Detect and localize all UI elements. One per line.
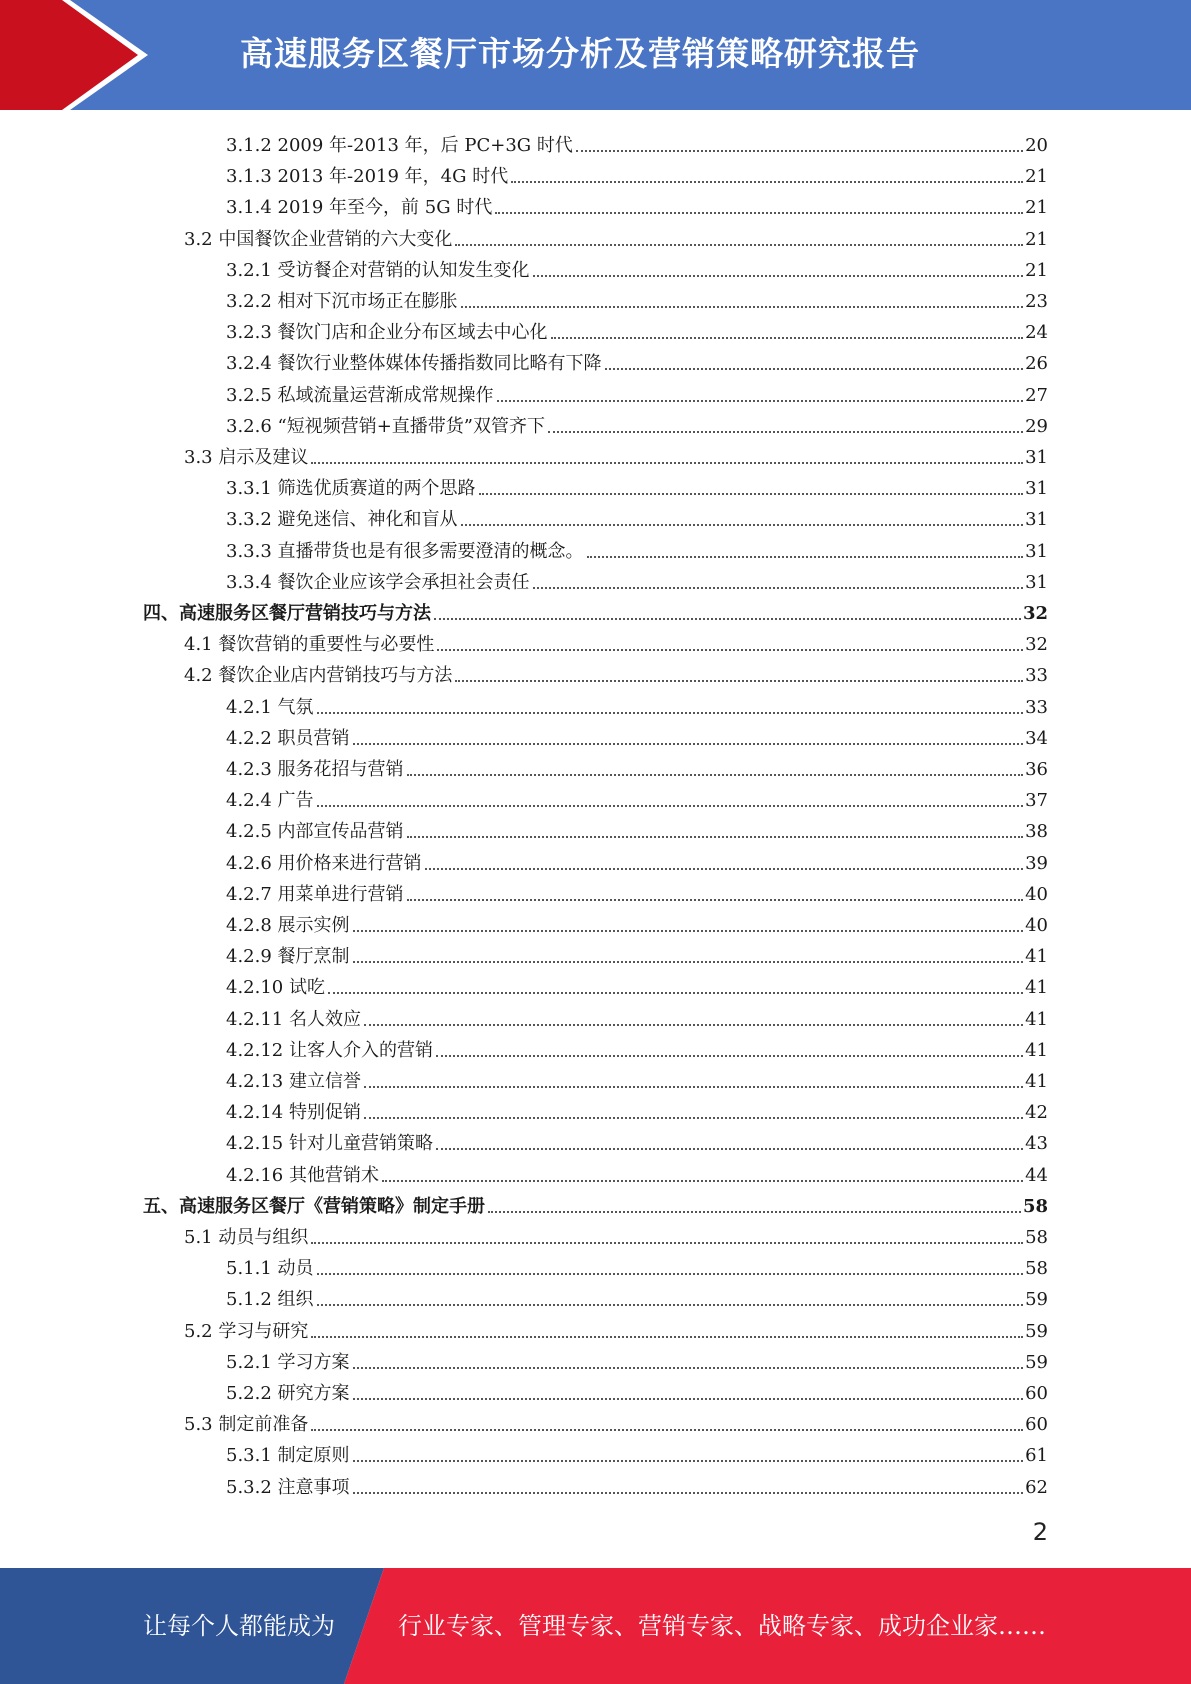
toc-dot-leader <box>353 1398 1024 1400</box>
toc-dot-leader <box>461 306 1024 308</box>
toc-entry[interactable] <box>226 720 1048 751</box>
toc-entry[interactable] <box>226 845 1048 876</box>
toc-entry-page: 21 <box>1025 259 1048 281</box>
toc-entry-page: 27 <box>1025 384 1048 406</box>
toc-entry-label: 3.1.2 2009 年-2013 年，后 PC+3G 时代 <box>226 135 573 156</box>
toc-entry-label: 4.2.11 名人效应 <box>226 1008 361 1030</box>
toc-entry-page: 33 <box>1025 665 1048 687</box>
toc-entry-page: 41 <box>1025 977 1048 999</box>
toc-dot-leader <box>311 462 1023 464</box>
toc-dot-leader <box>488 1211 1021 1213</box>
toc-dot-leader <box>407 899 1024 901</box>
toc-entry[interactable] <box>226 751 1048 782</box>
toc-dot-leader <box>576 150 1023 152</box>
toc-entry[interactable] <box>184 1219 1048 1250</box>
toc-dot-leader <box>353 1460 1024 1462</box>
toc-dot-leader <box>364 1024 1023 1026</box>
toc-dot-leader <box>436 1055 1023 1057</box>
toc-entry[interactable] <box>184 1313 1048 1344</box>
toc-entry[interactable] <box>226 158 1048 189</box>
toc-entry-label: 4.2.14 特别促销 <box>226 1102 361 1124</box>
toc-entry[interactable] <box>226 1250 1048 1281</box>
toc-dot-leader <box>353 961 1024 963</box>
toc-entry-page: 58 <box>1025 1227 1048 1248</box>
toc-entry-page: 32 <box>1022 603 1048 624</box>
toc-dot-leader <box>311 1242 1023 1244</box>
toc-entry-page: 39 <box>1025 852 1048 874</box>
toc-entry-page: 31 <box>1025 571 1048 593</box>
toc-entry-page: 41 <box>1025 1039 1048 1061</box>
toc-entry-page: 31 <box>1025 509 1048 531</box>
page-header <box>0 0 1191 110</box>
toc-entry-label: 3.3.1 筛选优质赛道的两个思路 <box>226 478 476 500</box>
toc-dot-leader <box>587 556 1024 558</box>
toc-dot-leader <box>317 1304 1024 1306</box>
toc-entry-page: 31 <box>1025 478 1048 500</box>
toc-entry-label: 4.2.5 内部宣传品营销 <box>226 821 404 843</box>
toc-entry[interactable] <box>226 1281 1048 1312</box>
toc-entry[interactable] <box>226 1375 1048 1406</box>
toc-entry-label: 3.2.5 私域流量运营渐成常规操作 <box>226 384 494 406</box>
toc-entry[interactable] <box>143 1188 1048 1219</box>
toc-dot-leader <box>497 400 1024 402</box>
toc-entry[interactable] <box>226 345 1048 376</box>
toc-entry-page: 59 <box>1025 1289 1048 1311</box>
toc-entry[interactable] <box>226 938 1048 969</box>
toc-entry[interactable] <box>226 470 1048 501</box>
footer-slogan-right: 行业专家、管理专家、营销专家、战略专家、成功企业家…… <box>398 1612 1046 1640</box>
toc-entry[interactable] <box>226 1157 1048 1188</box>
toc-entry-page: 59 <box>1025 1351 1048 1373</box>
toc-entry-label: 4.2.13 建立信誉 <box>226 1071 361 1092</box>
toc-entry[interactable] <box>226 813 1048 844</box>
toc-entry[interactable] <box>226 1032 1048 1063</box>
toc-entry-label: 5.2.1 学习方案 <box>226 1351 350 1373</box>
toc-entry-page: 40 <box>1025 883 1048 905</box>
toc-entry[interactable] <box>226 252 1048 283</box>
toc-entry-page: 23 <box>1025 291 1048 312</box>
toc-dot-leader <box>495 212 1023 214</box>
toc-entry-label: 4.2.10 试吃 <box>226 977 325 999</box>
toc-entry-page: 34 <box>1025 727 1048 749</box>
toc-entry-label: 3.1.4 2019 年至今，前 5G 时代 <box>226 197 493 219</box>
toc-entry-label: 3.1.3 2013 年-2019 年，4G 时代 <box>226 166 509 188</box>
toc-dot-leader <box>328 992 1023 994</box>
toc-entry-label: 5.3.2 注意事项 <box>226 1476 350 1498</box>
toc-dot-leader <box>311 1429 1023 1431</box>
toc-entry-label: 5.3 制定前准备 <box>184 1414 309 1436</box>
toc-dot-leader <box>353 930 1024 932</box>
toc-entry-page: 42 <box>1025 1102 1048 1124</box>
toc-entry-label: 4.2.1 气氛 <box>226 696 314 718</box>
toc-entry-label: 4.1 餐饮营销的重要性与必要性 <box>184 634 435 656</box>
toc-entry-page: 41 <box>1025 1008 1048 1030</box>
toc-dot-leader <box>436 1148 1023 1150</box>
toc-dot-leader <box>425 868 1024 870</box>
toc-entry[interactable] <box>226 564 1048 595</box>
toc-entry-page: 21 <box>1025 228 1048 250</box>
toc-dot-leader <box>407 774 1024 776</box>
toc-entry-label: 4.2.8 展示实例 <box>226 915 350 936</box>
toc-entry-page: 60 <box>1025 1414 1048 1436</box>
toc-dot-leader <box>364 1086 1023 1088</box>
toc-dot-leader <box>353 1367 1024 1369</box>
toc-entry-page: 59 <box>1025 1320 1048 1342</box>
toc-entry[interactable] <box>226 1125 1048 1156</box>
toc-dot-leader <box>353 743 1024 745</box>
toc-entry[interactable] <box>226 1469 1048 1500</box>
toc-dot-leader <box>353 1492 1024 1494</box>
toc-entry-page: 43 <box>1025 1133 1048 1155</box>
toc-entry-page: 60 <box>1025 1383 1048 1404</box>
toc-entry-page: 44 <box>1025 1164 1048 1186</box>
toc-entry-label: 五、高速服务区餐厅《营销策略》制定手册 <box>143 1195 485 1217</box>
toc-entry-label: 3.3 启示及建议 <box>184 447 309 468</box>
toc-entry[interactable] <box>226 408 1048 439</box>
toc-entry-label: 4.2.7 用菜单进行营销 <box>226 883 404 905</box>
toc-entry-label: 4.2.4 广告 <box>226 790 314 812</box>
toc-entry[interactable] <box>226 876 1048 907</box>
toc-entry[interactable] <box>226 283 1048 314</box>
toc-entry-label: 4.2 餐饮企业店内营销技巧与方法 <box>184 665 453 687</box>
toc-dot-leader <box>461 524 1024 526</box>
toc-entry-label: 3.2 中国餐饮企业营销的六大变化 <box>184 228 453 250</box>
toc-dot-leader <box>455 680 1023 682</box>
toc-entry-label: 4.2.16 其他营销术 <box>226 1164 379 1186</box>
toc-entry-label: 4.2.3 服务花招与营销 <box>226 759 404 780</box>
toc-entry-page: 29 <box>1025 415 1048 437</box>
toc-entry-label: 5.2.2 研究方案 <box>226 1383 350 1404</box>
toc-entry-page: 36 <box>1025 759 1048 780</box>
toc-entry[interactable] <box>226 907 1048 938</box>
toc-entry[interactable] <box>226 782 1048 813</box>
toc-entry[interactable] <box>226 314 1048 345</box>
toc-dot-leader <box>533 587 1024 589</box>
toc-entry[interactable] <box>226 127 1048 158</box>
toc-dot-leader <box>605 368 1024 370</box>
toc-entry-label: 4.2.2 职员营销 <box>226 727 350 749</box>
toc-entry-label: 3.2.2 相对下沉市场正在膨胀 <box>226 291 458 312</box>
toc-entry-label: 3.3.4 餐饮企业应该学会承担社会责任 <box>226 571 530 593</box>
toc-dot-leader <box>311 1336 1023 1338</box>
toc-entry-label: 4.2.9 餐厅烹制 <box>226 946 350 968</box>
toc-entry-label: 5.3.1 制定原则 <box>226 1445 350 1467</box>
toc-entry[interactable] <box>226 1063 1048 1094</box>
toc-entry[interactable] <box>184 439 1048 470</box>
toc-entry-page: 33 <box>1025 696 1048 718</box>
toc-dot-leader <box>479 493 1024 495</box>
toc-dot-leader <box>511 181 1023 183</box>
report-title: 高速服务区餐厅市场分析及营销策略研究报告 <box>240 34 920 73</box>
toc-entry[interactable] <box>226 377 1048 408</box>
toc-entry-page: 37 <box>1025 790 1048 812</box>
toc-entry-page: 41 <box>1025 946 1048 968</box>
toc-dot-leader <box>364 1117 1023 1119</box>
toc-entry[interactable] <box>226 1344 1048 1375</box>
toc-dot-leader <box>317 805 1024 807</box>
toc-dot-leader <box>455 244 1023 246</box>
toc-dot-leader <box>437 649 1023 651</box>
toc-entry-page: 32 <box>1025 634 1048 656</box>
toc-entry[interactable] <box>226 501 1048 532</box>
toc-entry-label: 5.2 学习与研究 <box>184 1320 309 1342</box>
toc-entry-page: 31 <box>1025 447 1048 468</box>
toc-entry-page: 40 <box>1025 915 1048 936</box>
footer-slogan-left: 让每个人都能成为 <box>143 1612 335 1640</box>
toc-entry-page: 38 <box>1025 821 1048 843</box>
toc-entry[interactable] <box>184 221 1048 252</box>
toc-entry[interactable] <box>226 1094 1048 1125</box>
toc-entry[interactable] <box>143 595 1048 626</box>
toc-entry[interactable] <box>184 626 1048 657</box>
toc-entry[interactable] <box>226 689 1048 720</box>
toc-entry-label: 3.3.3 直播带货也是有很多需要澄清的概念。 <box>226 540 584 562</box>
toc-entry-label: 4.2.15 针对儿童营销策略 <box>226 1133 433 1155</box>
toc-entry-label: 5.1.2 组织 <box>226 1289 314 1311</box>
toc-entry-page: 21 <box>1025 197 1048 219</box>
page-number: 2 <box>1032 1518 1048 1546</box>
toc-entry-label: 5.1.1 动员 <box>226 1258 314 1280</box>
toc-entry-page: 61 <box>1025 1445 1048 1467</box>
toc-entry[interactable] <box>184 1406 1048 1437</box>
toc-entry-label: 4.2.6 用价格来进行营销 <box>226 852 422 874</box>
toc-entry-label: 3.2.6 “短视频营销+直播带货”双管齐下 <box>226 415 546 437</box>
toc-entry[interactable] <box>226 1437 1048 1468</box>
toc-entry-label: 3.2.3 餐饮门店和企业分布区域去中心化 <box>226 322 548 344</box>
toc-entry[interactable] <box>226 969 1048 1000</box>
toc-dot-leader <box>382 1180 1023 1182</box>
toc-entry-page: 62 <box>1025 1476 1048 1498</box>
toc-dot-leader <box>548 431 1023 433</box>
toc-entry-page: 58 <box>1022 1195 1048 1217</box>
toc-entry-label: 3.2.1 受访餐企对营销的认知发生变化 <box>226 259 530 281</box>
toc-entry-label: 3.2.4 餐饮行业整体媒体传播指数同比略有下降 <box>226 353 602 375</box>
toc-entry-label: 4.2.12 让客人介入的营销 <box>226 1039 433 1061</box>
toc-entry-page: 41 <box>1025 1071 1048 1092</box>
toc-entry[interactable] <box>226 1001 1048 1032</box>
toc-dot-leader <box>533 275 1024 277</box>
toc-entry-page: 58 <box>1025 1258 1048 1280</box>
toc-entry-label: 5.1 动员与组织 <box>184 1227 309 1248</box>
toc-dot-leader <box>407 836 1024 838</box>
toc-entry-page: 24 <box>1025 322 1048 344</box>
toc-entry[interactable] <box>226 533 1048 564</box>
toc-dot-leader <box>317 1273 1024 1275</box>
toc-entry-label: 3.3.2 避免迷信、神化和盲从 <box>226 509 458 531</box>
toc-entry-page: 26 <box>1025 353 1048 375</box>
toc-entry-label: 四、高速服务区餐厅营销技巧与方法 <box>143 603 431 624</box>
toc-entry-page: 31 <box>1025 540 1048 562</box>
page-footer <box>0 1568 1191 1684</box>
toc-dot-leader <box>317 712 1024 714</box>
toc-entry[interactable] <box>226 189 1048 220</box>
toc-dot-leader <box>551 337 1024 339</box>
toc-entry[interactable] <box>184 657 1048 688</box>
toc-dot-leader <box>434 618 1021 620</box>
toc-entry-page: 20 <box>1025 135 1048 156</box>
toc-entry-page: 21 <box>1025 166 1048 188</box>
